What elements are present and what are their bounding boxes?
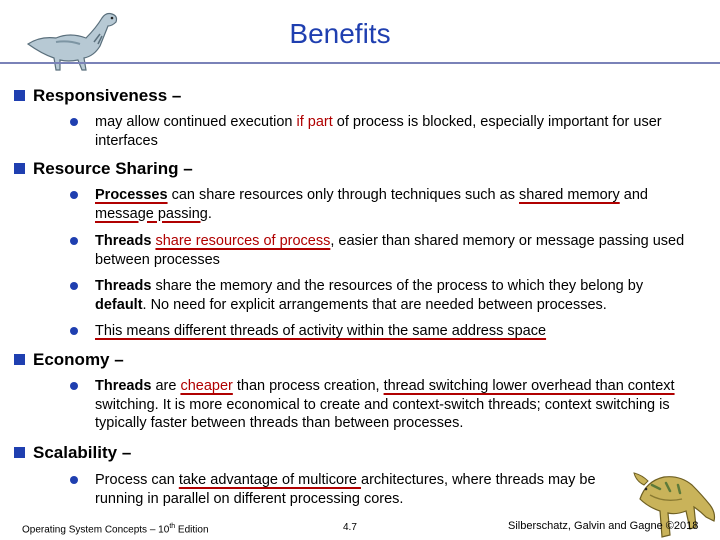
square-bullet-icon	[14, 447, 25, 458]
bullet-text: This means different threads of activity within the same address space	[95, 323, 547, 339]
round-bullet-icon	[70, 476, 78, 484]
bullet-text: Threads are cheaper than process creation, thread switching lower overhead than context switching. It is more economical to create and context-switch threads; context switching is typically faster between threads than between processes.	[95, 378, 675, 431]
bullet-text: Threads share the memory and the resources of the process to which they belong by default. No need for explicit arrangements that are needed between processes.	[95, 278, 644, 313]
section-heading: Economy –	[33, 350, 124, 369]
square-bullet-icon	[14, 163, 25, 174]
round-bullet-icon	[70, 382, 78, 390]
section-heading: Resource Sharing –	[33, 159, 193, 178]
round-bullet-icon	[70, 327, 78, 335]
dinosaur-logo-icon	[20, 4, 140, 76]
round-bullet-icon	[70, 282, 78, 290]
footer-book-title: Operating System Concepts – 10th Edition	[22, 523, 209, 536]
section-resource-sharing	[12, 159, 193, 179]
square-bullet-icon	[14, 90, 25, 101]
section-responsiveness	[12, 86, 181, 106]
section-heading: Responsiveness –	[33, 86, 182, 105]
bullet-text: Process can take advantage of multicore architectures, where threads may be running in parallel on different processing cores.	[95, 472, 596, 507]
round-bullet-icon	[70, 118, 78, 126]
footer-page-number: 4.7	[343, 522, 357, 533]
section-heading: Scalability –	[33, 443, 132, 462]
page-title: Benefits	[289, 18, 391, 49]
round-bullet-icon	[70, 237, 78, 245]
bullet-text: Threads share resources of process, easier than shared memory or message passing used between processes	[95, 233, 685, 268]
title-divider	[0, 62, 720, 64]
bullet-text: may allow continued execution if part of process is blocked, especially important for user interfaces	[95, 114, 662, 149]
round-bullet-icon	[70, 191, 78, 199]
section-scalability	[12, 443, 131, 463]
section-economy	[12, 350, 124, 370]
bullet-text: Processes can share resources only through techniques such as shared memory and message passing.	[95, 187, 648, 222]
footer-authors: Silberschatz, Galvin and Gagne ©2018	[508, 520, 699, 532]
square-bullet-icon	[14, 354, 25, 365]
